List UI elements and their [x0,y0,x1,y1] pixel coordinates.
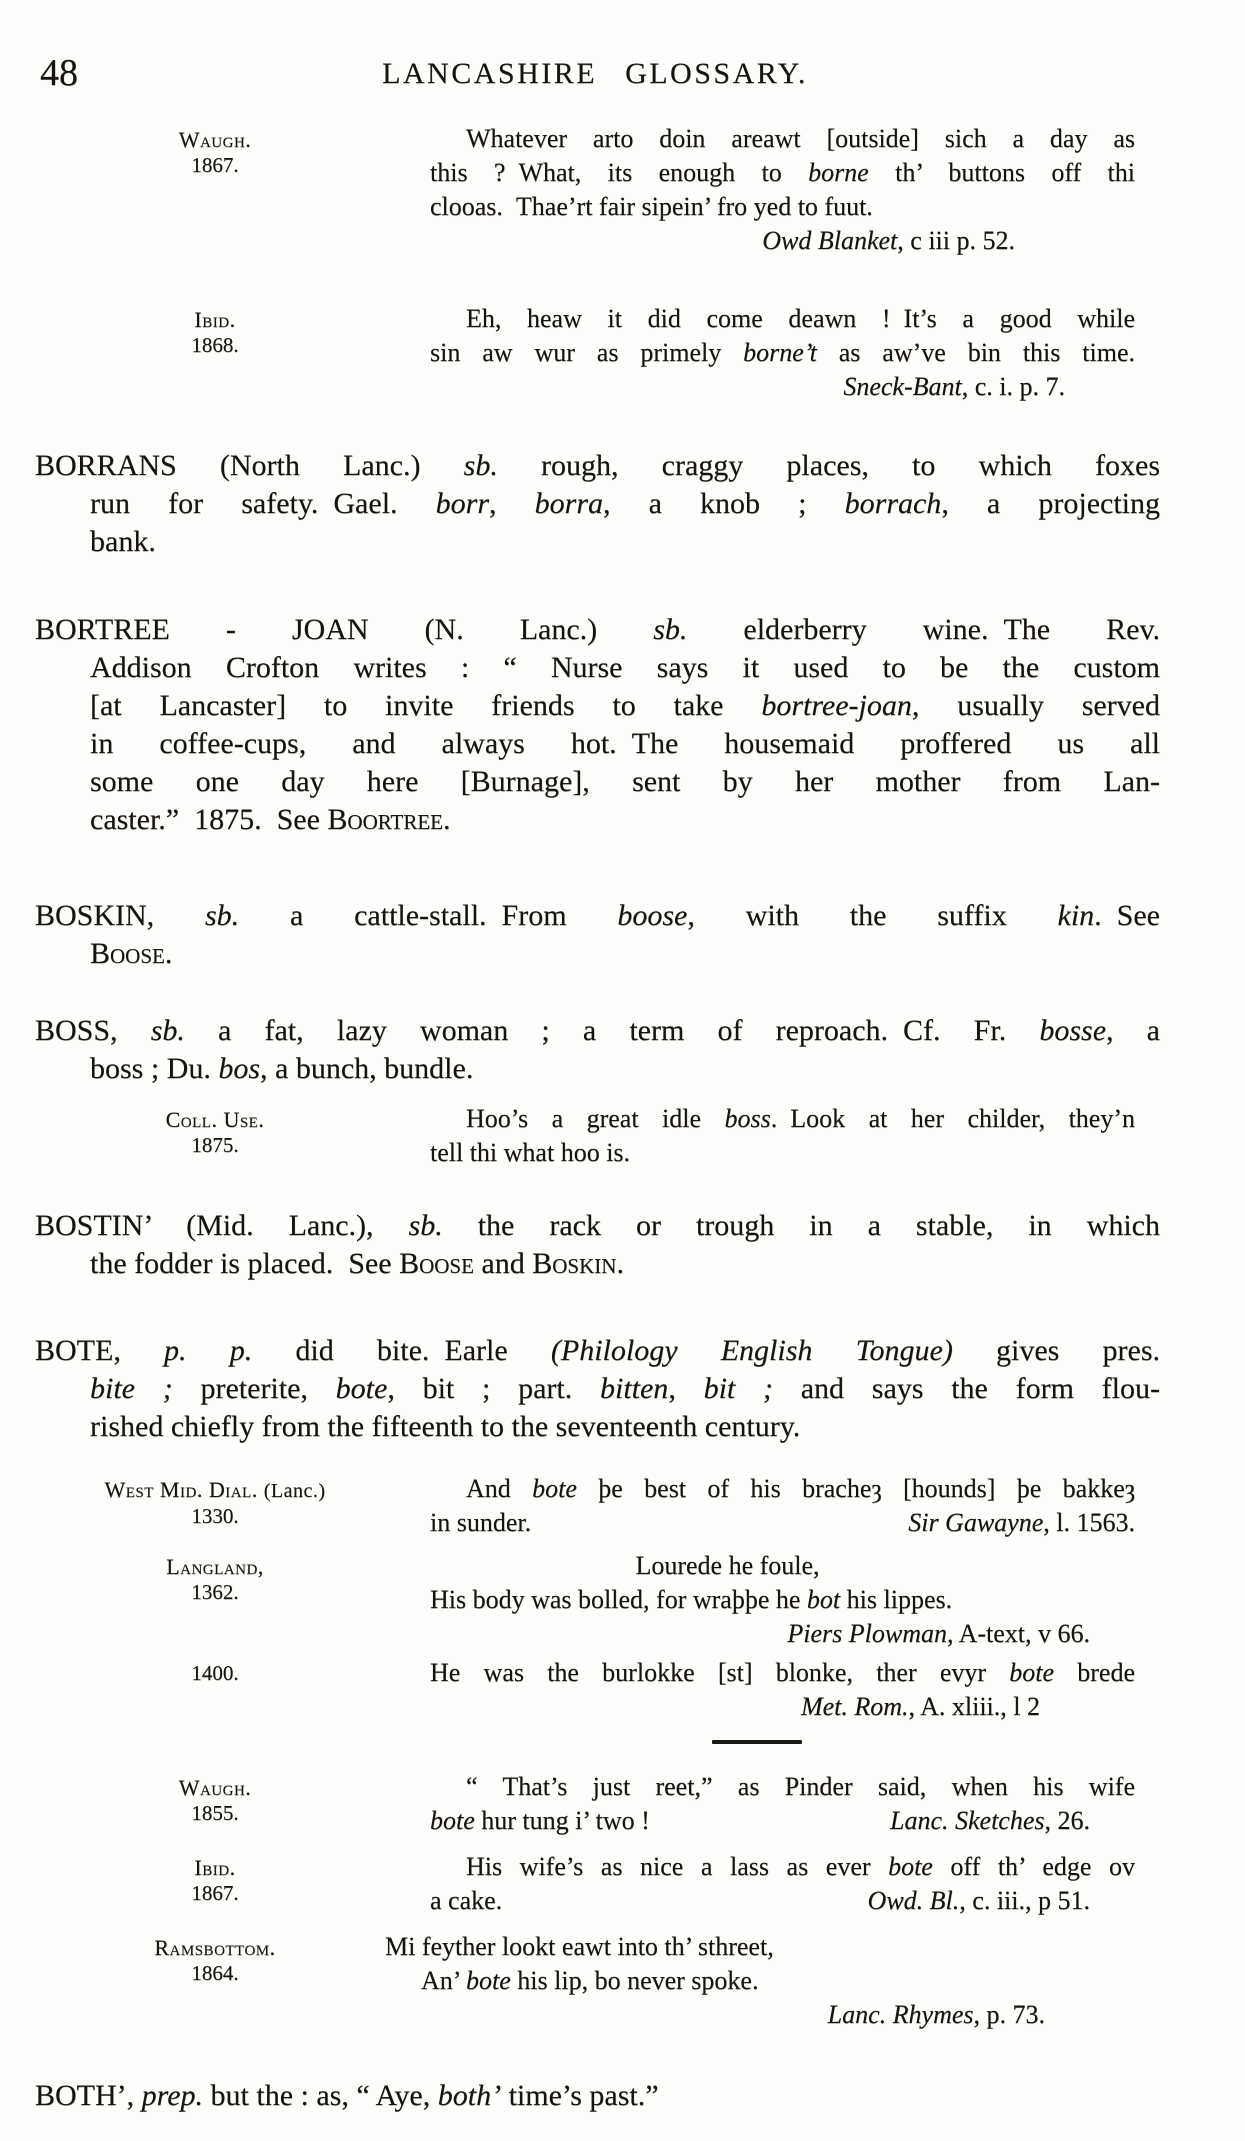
quote-source: Sir Gawayne, l. 1563. [908,1508,1135,1537]
entry-borrans [0,447,1245,561]
citation-ramsbottom-1864 [0,1930,1245,2032]
page-title: LANCASHIRE GLOSSARY. [382,57,808,90]
quote-line: Eh, heaw it did come deawn ! It’s a good while [466,304,1135,333]
citation-label [0,1472,430,1540]
entry-line: rished chiefly from the fifteenth to the seventeenth century. [90,1410,801,1443]
entry-line: run for safety. Gael. borr, borra, a knob ; borrach, a projecting [90,487,1160,520]
citation-author: Coll. Use. [165,1107,265,1132]
quote-line: sin aw wur as primely borne’t as aw’ve bin this time. [430,338,1135,367]
citation-year: 1867. [191,1881,239,1905]
quote-line: His wife’s as nice a lass as ever bote off th’ edge ov [466,1852,1135,1881]
entry-line: the fodder is placed. See Boose and Boskin. [90,1247,624,1280]
citation-author: Ramsbottom. [154,1935,276,1960]
citation-label [0,1549,430,1651]
entry-line: caster.” 1875. See Boortree. [90,803,451,836]
quote-line: bote hur tung i’ two ! Lanc. Sketches, 26. [430,1804,1135,1838]
entry-line: Boose. [90,937,173,970]
citation-year: 1875. [191,1133,239,1157]
entry-line: Addison Crofton writes : “ Nurse says it used to be the custom [90,651,1160,684]
citation-author: Langland, [166,1554,264,1579]
citation-anon-1400 [0,1656,1245,1724]
entry-boskin [0,897,1245,973]
entry-line: BORRANS (North Lanc.) sb. rough, craggy places, to which foxes [35,449,1161,482]
quote-line: Mi feyther lookt eawt into th’ sthreet, [385,1932,774,1961]
citation-year: 1868. [191,333,239,357]
citation-label [0,302,430,404]
quote-line: And bote þe best of his bracheȝ [hounds] þe bakkeȝ [466,1474,1136,1503]
page-number: 48 [40,52,78,94]
citation-author: Ibid. [194,1855,236,1880]
citation-label [0,122,430,258]
entry-line: boss ; Du. bos, a bunch, bundle. [90,1052,474,1085]
quote-line: clooas. Thae’rt fair sipein’ fro yed to fuut. [430,192,873,221]
entry-bortree-joan [0,611,1245,839]
citation-ibid-1867 [0,1850,1245,1918]
quote-line: “ That’s just reet,” as Pinder said, when his wife [466,1772,1135,1801]
quote-source: Lanc. Sketches, 26. [889,1806,1090,1835]
entry-line: BOSKIN, sb. a cattle-stall. From boose, with the suffix kin. See [35,899,1160,932]
entry-line: BORTREE - JOAN (N. Lanc.) sb. elderberry wine. The Rev. [35,613,1160,646]
citation-region: (Lanc.) [263,1480,326,1502]
citation-author: West Mid. Dial. (Lanc.) [104,1477,326,1502]
citation-label [0,1770,430,1838]
citation-year: 1330. [191,1504,239,1528]
citation-waugh-1867 [0,122,1245,258]
citation-label [0,1850,430,1918]
quote-line: this ? What, its enough to borne th’ buttons off thi [430,158,1135,187]
quote-source: Owd. Bl., c. iii., p 51. [867,1886,1090,1915]
citation-year: 1867. [191,153,239,177]
citation-year: 1864. [191,1961,239,1985]
citation-langland-1362 [0,1549,1245,1651]
quote-source: Piers Plowman, A-text, v 66. [787,1619,1090,1648]
entry-line: BOTH’, prep. but the : as, “ Aye, both’ time’s past.” [35,2079,659,2112]
entry-both [0,2077,1245,2115]
quote-line: tell thi what hoo is. [430,1138,631,1167]
citation-ibid-1868 [0,302,1245,404]
citation-year: 1400. [191,1661,239,1685]
quote-source: Sneck-Bant, c. i. p. 7. [843,372,1065,401]
quote-line: He was the burlokke [st] blonke, ther evyr bote brede [430,1658,1135,1687]
entry-line: in coffee-cups, and always hot. The housemaid proffered us all [90,727,1160,760]
citation-year: 1855. [191,1801,239,1825]
section-divider-rule [712,1740,802,1744]
entry-line: bite ; preterite, bote, bit ; part. bitten, bit ; and says the form flou- [90,1372,1160,1405]
quote-line: a cake. Owd. Bl., c. iii., p 51. [430,1884,1135,1918]
citation-west-mid-dial-1330 [0,1472,1245,1540]
page-header [0,0,1245,96]
entry-boss [0,1012,1245,1088]
quote-line: An’ bote his lip, bo never spoke. [421,1966,759,1995]
citation-coll-use-1875 [0,1102,1245,1170]
citation-label [0,1656,430,1724]
entry-line: BOTE, p. p. did bite. Earle (Philology English Tongue) gives pres. [35,1334,1160,1367]
entry-bote [0,1332,1245,1446]
citation-author: Waugh. [178,1775,252,1800]
quote-line: Whatever arto doin areawt [outside] sich a day as [466,124,1135,153]
entry-line: some one day here [Burnage], sent by her mother from Lan- [90,765,1160,798]
quote-line: Lourede he foule, [635,1551,820,1580]
quote-line: Hoo’s a great idle boss. Look at her childer, they’n [466,1104,1135,1133]
entry-line: BOSS, sb. a fat, lazy woman ; a term of reproach. Cf. Fr. bosse, a [35,1014,1160,1047]
citation-author: Waugh. [178,127,252,152]
citation-waugh-1855 [0,1770,1245,1838]
entry-bostin [0,1207,1245,1283]
quote-line: His body was bolled, for wraþþe he bot his lippes. [430,1585,953,1614]
citation-year: 1362. [191,1580,239,1604]
citation-author: Ibid. [194,307,236,332]
quote-source: Met. Rom., A. xliii., l 2 [800,1692,1040,1721]
quote-line: in sunder. Sir Gawayne, l. 1563. [430,1506,1135,1540]
entry-line: bank. [90,525,156,558]
entry-line: [at Lancaster] to invite friends to take bortree-joan, usually served [90,689,1160,722]
quote-source: Owd Blanket, c iii p. 52. [762,226,1015,255]
entry-line: BOSTIN’ (Mid. Lanc.), sb. the rack or trough in a stable, in which [35,1209,1160,1242]
citation-label [0,1930,430,2032]
citation-label [0,1102,430,1170]
quote-source: Lanc. Rhymes, p. 73. [827,2000,1045,2029]
